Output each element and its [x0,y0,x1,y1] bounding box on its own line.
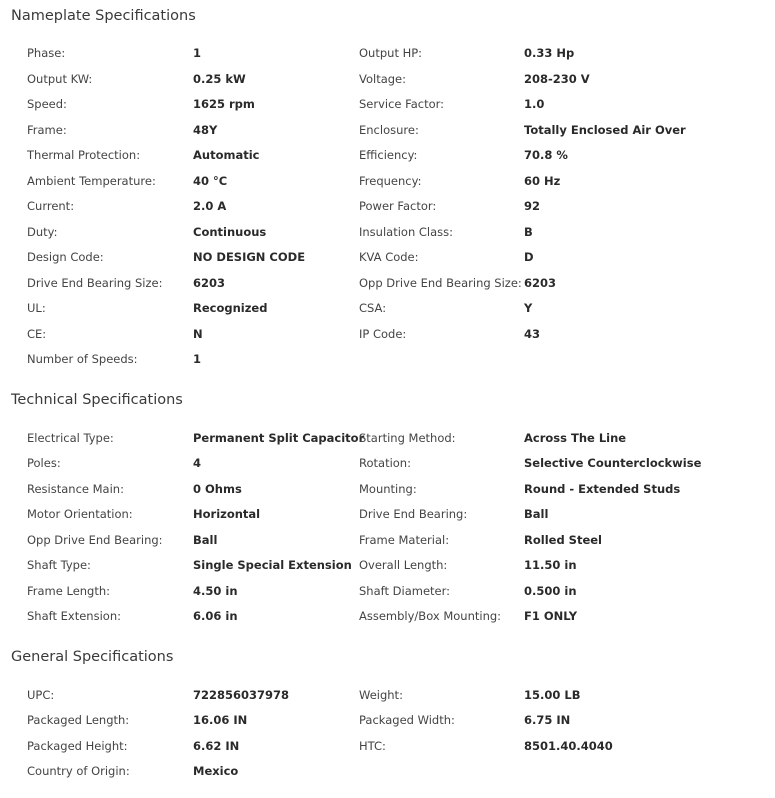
spec-label: IP Code: [359,327,407,341]
spec-value: 1 [193,352,202,366]
spec-row [0,736,775,756]
spec-value: 1625 rpm [193,97,255,111]
spec-value: 2.0 A [193,199,227,213]
spec-value: 1 [193,46,202,60]
spec-row [0,581,775,601]
spec-value: 6203 [524,276,557,290]
spec-value: 0.500 in [524,584,577,598]
spec-value: 4.50 in [193,584,238,598]
spec-value: Continuous [193,225,267,239]
spec-value: 70.8 % [524,148,568,162]
spec-label: Ambient Temperature: [27,174,156,188]
spec-value: 8501.40.4040 [524,739,613,753]
spec-label: Efficiency: [359,148,418,162]
spec-value: Ball [193,533,218,547]
spec-value: Mexico [193,764,239,778]
spec-row [0,685,775,705]
spec-value: 60 Hz [524,174,561,188]
spec-row [0,530,775,550]
spec-label: Resistance Main: [27,482,124,496]
spec-value: Permanent Split Capacitor [193,431,365,445]
spec-value: 208-230 V [524,72,590,86]
spec-label: Frame: [27,123,67,137]
spec-value: 4 [193,456,202,470]
spec-value: NO DESIGN CODE [193,250,306,264]
spec-label: Shaft Type: [27,558,91,572]
spec-value: 0.25 kW [193,72,246,86]
spec-label: Packaged Length: [27,713,130,727]
spec-value: 0 Ohms [193,482,242,496]
spec-value: Ball [524,507,549,521]
spec-value: 6203 [193,276,226,290]
spec-row [0,349,775,369]
spec-row [0,145,775,165]
spec-row [0,428,775,448]
spec-label: Packaged Width: [359,713,455,727]
spec-label: Voltage: [359,72,407,86]
spec-row [0,69,775,89]
spec-value: Totally Enclosed Air Over [524,123,686,137]
spec-row [0,171,775,191]
spec-label: Shaft Extension: [27,609,121,623]
spec-value: 0.33 Hp [524,46,575,60]
spec-value: Y [524,301,533,315]
spec-value: Across The Line [524,431,627,445]
spec-label: Output HP: [359,46,423,60]
spec-value: Round - Extended Studs [524,482,681,496]
spec-label: Mounting: [359,482,417,496]
spec-row [0,761,775,781]
spec-label: Country of Origin: [27,764,130,778]
spec-label: UPC: [27,688,55,702]
spec-value: 6.75 IN [524,713,571,727]
spec-value: 6.06 in [193,609,238,623]
spec-label: Poles: [27,456,61,470]
spec-label: Drive End Bearing: [359,507,468,521]
section-title-general: General Specifications [11,649,174,665]
spec-label: Assembly/Box Mounting: [359,609,502,623]
section-title-nameplate: Nameplate Specifications [11,8,196,24]
spec-value: D [524,250,534,264]
spec-row [0,120,775,140]
spec-value: 15.00 LB [524,688,581,702]
spec-label: Shaft Diameter: [359,584,451,598]
spec-label: Weight: [359,688,403,702]
spec-value: Recognized [193,301,268,315]
spec-value: 11.50 in [524,558,577,572]
spec-label: Opp Drive End Bearing: [27,533,163,547]
spec-label: Frame Material: [359,533,450,547]
spec-value: 16.06 IN [193,713,248,727]
spec-label: Electrical Type: [27,431,114,445]
spec-value: Horizontal [193,507,261,521]
spec-label: HTC: [359,739,386,753]
spec-row [0,479,775,499]
spec-row [0,324,775,344]
spec-row [0,196,775,216]
spec-row [0,504,775,524]
spec-label: Design Code: [27,250,104,264]
spec-row [0,298,775,318]
section-title-technical: Technical Specifications [11,392,183,408]
spec-label: Overall Length: [359,558,448,572]
spec-value: 43 [524,327,541,341]
spec-label: Starting Method: [359,431,456,445]
spec-label: Insulation Class: [359,225,454,239]
spec-row [0,555,775,575]
spec-label: UL: [27,301,46,315]
spec-label: Service Factor: [359,97,445,111]
spec-value: 6.62 IN [193,739,240,753]
spec-row [0,710,775,730]
spec-row [0,94,775,114]
spec-value: F1 ONLY [524,609,578,623]
spec-label: Frequency: [359,174,422,188]
spec-value: 1.0 [524,97,545,111]
spec-label: Packaged Height: [27,739,128,753]
spec-label: Frame Length: [27,584,111,598]
spec-value: Single Special Extension [193,558,352,572]
spec-row [0,222,775,242]
spec-row [0,606,775,626]
spec-label: Motor Orientation: [27,507,133,521]
spec-label: Duty: [27,225,58,239]
spec-value: Automatic [193,148,260,162]
spec-value: Selective Counterclockwise [524,456,702,470]
spec-label: Output KW: [27,72,93,86]
spec-label: Rotation: [359,456,411,470]
spec-label: Enclosure: [359,123,419,137]
spec-row [0,453,775,473]
spec-label: Power Factor: [359,199,437,213]
spec-label: Phase: [27,46,66,60]
spec-row [0,43,775,63]
spec-value: N [193,327,203,341]
spec-value: 40 °C [193,174,228,188]
spec-label: Number of Speeds: [27,352,138,366]
spec-value: B [524,225,533,239]
spec-label: CSA: [359,301,387,315]
spec-value: 722856037978 [193,688,290,702]
spec-row [0,247,775,267]
spec-value: Rolled Steel [524,533,602,547]
spec-label: Speed: [27,97,67,111]
spec-label: Current: [27,199,75,213]
spec-label: Opp Drive End Bearing Size: [359,276,522,290]
spec-label: Thermal Protection: [27,148,141,162]
spec-value: 48Y [193,123,218,137]
spec-row [0,273,775,293]
spec-label: Drive End Bearing Size: [27,276,163,290]
spec-label: CE: [27,327,47,341]
spec-value: 92 [524,199,541,213]
spec-label: KVA Code: [359,250,419,264]
